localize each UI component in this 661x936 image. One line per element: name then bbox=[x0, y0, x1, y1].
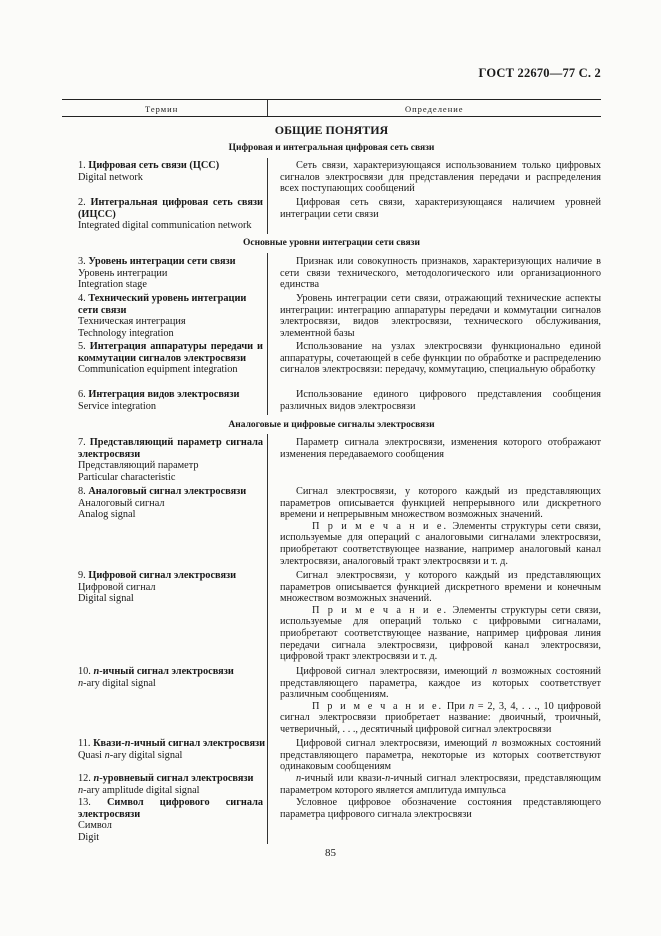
section-title: Аналоговые и цифровые сигналы электросвязи bbox=[228, 420, 435, 430]
definition-2: Цифровая сеть связи, характеризующаяся наличием уровней интеграции сети связи bbox=[280, 197, 601, 220]
definition-10 bbox=[280, 666, 601, 736]
definition-3: Признак или совокупность признаков, характеризующих наличие в сети связи технического, методологического или организационного единства bbox=[280, 256, 601, 291]
table-header-rule bbox=[62, 116, 601, 117]
term-entry-9 bbox=[62, 570, 263, 605]
term-synonym: Техническая интеграция bbox=[78, 316, 186, 328]
term-name: Символ цифрового сигнала электросвязи bbox=[78, 797, 263, 820]
term-entry-2 bbox=[62, 197, 263, 232]
definition-8 bbox=[280, 486, 601, 567]
term-entry-7 bbox=[62, 437, 263, 483]
term-english: Analog signal bbox=[78, 509, 136, 521]
term-variable: n bbox=[104, 749, 110, 761]
definition-variable: n bbox=[491, 738, 498, 749]
definition-text: -ичный или квази- bbox=[301, 773, 386, 784]
note-label: П р и м е ч а н и е. bbox=[312, 520, 449, 532]
term-english: Service integration bbox=[78, 400, 157, 412]
term-number: 7. bbox=[78, 437, 86, 448]
note-text: Элементы структуры сети связи, используемые для операций с аналоговыми сигналами электросвязи, приобретают соответствующее название, например аналоговый канал электросвязи, аналоговый тракт электросвязи и т. д. bbox=[280, 520, 602, 567]
term-entry-11 bbox=[62, 738, 266, 761]
definition-13: Условное цифровое обозначение состояния представляющего параметра цифрового сигнала электросвязи bbox=[280, 797, 601, 820]
term-number: 4. bbox=[78, 293, 86, 304]
note-variable: n bbox=[468, 700, 474, 712]
term-entry-6 bbox=[62, 389, 263, 412]
term-number: 1. bbox=[78, 160, 86, 171]
term-number: 2. bbox=[78, 197, 86, 208]
definition-5: Использование на узлах электросвязи функционально единой аппаратуры, сочетающей в себе функции по обработке и распределению сигналов электросвязи: передачу, коммутацию, специальную обработку bbox=[280, 341, 601, 376]
term-name: -уровневый сигнал электросвязи bbox=[99, 773, 254, 784]
definition-12 bbox=[280, 773, 601, 796]
term-name: Аналоговый сигнал электросвязи bbox=[88, 486, 247, 497]
column-divider bbox=[267, 158, 268, 234]
definition-text: Сигнал электросвязи, у которого каждый из представляющих параметров описывается функцией непрерывного или дискретного времени и непрерывным множеством возможных значений. bbox=[280, 486, 601, 521]
term-variable: n bbox=[93, 666, 100, 677]
term-entry-1 bbox=[62, 160, 263, 183]
term-synonym: Уровень интеграции bbox=[78, 267, 168, 279]
term-english: Digital network bbox=[78, 171, 143, 183]
term-entry-4 bbox=[62, 293, 263, 339]
term-number: 9. bbox=[78, 570, 86, 581]
definition-text: возможных состояний представляющего параметра, каждое из которых соответствует различным сообщениям. bbox=[280, 666, 601, 701]
term-synonym: Цифровой сигнал bbox=[78, 581, 156, 593]
term-variable: n bbox=[78, 677, 84, 689]
column-divider-header bbox=[267, 100, 268, 116]
term-name: Интеграция аппаратуры передачи и коммутации сигналов электросвязи bbox=[78, 341, 263, 364]
term-english: Digital signal bbox=[78, 593, 134, 605]
term-variable: n bbox=[93, 773, 100, 784]
definition-variable: n bbox=[491, 666, 498, 677]
definition-6: Использование единого цифрового представления сообщения различных видов электросвязи bbox=[280, 389, 601, 412]
term-english: Integration stage bbox=[78, 279, 147, 291]
term-english: Particular characteristic bbox=[78, 471, 176, 483]
note-text: При bbox=[443, 700, 469, 712]
term-variable: n bbox=[78, 784, 84, 796]
definition-7: Параметр сигнала электросвязи, изменения которого отображают изменения передаваемого сообщения bbox=[280, 437, 601, 460]
term-name: Технический уровень интеграции сети связи bbox=[78, 293, 247, 316]
term-name: Интеграция видов электросвязи bbox=[88, 389, 240, 400]
note-label: П р и м е ч а н и е. bbox=[312, 700, 444, 712]
note-text: Элементы структуры сети связи, используемые для операций только с цифровыми сигналами, приобретают соответствующее название, например цифровая линия передачи сигнала электросвязи, цифровой канал электросвязи, цифровой тракт электросвязи и т. д. bbox=[280, 604, 602, 663]
definition-4: Уровень интеграции сети связи, отражающий технические аспекты интеграции: интеграцию аппаратуры передачи и коммутации сигналов электросвязи, видов электросвязи, технического обслуживания, элементной базы bbox=[280, 293, 601, 339]
term-synonym: Аналоговый сигнал bbox=[78, 497, 165, 509]
definition-text: возможных состояний представляющего параметра, некоторые из которых соответствуют одинаковым сообщениям bbox=[280, 738, 601, 773]
term-entry-3 bbox=[62, 256, 263, 291]
term-name: Представляющий параметр сигнала электросвязи bbox=[78, 437, 264, 460]
term-english: -ary digital signal bbox=[83, 677, 156, 689]
term-name: Интегральная цифровая сеть связи (ИЦСС) bbox=[78, 197, 263, 220]
term-number: 6. bbox=[78, 389, 86, 400]
column-divider bbox=[267, 434, 268, 844]
term-number: 8. bbox=[78, 486, 86, 497]
term-name: Квази- bbox=[93, 738, 125, 749]
term-number: 12. bbox=[78, 773, 91, 784]
term-name: -ичный сигнал электросвязи bbox=[130, 738, 266, 749]
term-name: Цифровая сеть связи (ЦСС) bbox=[88, 160, 220, 171]
term-english: Communication equipment integration bbox=[78, 364, 238, 376]
term-english: Digit bbox=[78, 831, 100, 843]
note-text: = 2, 3, 4, . . ., 10 цифровой сигнал электросвязи приобретает название: двоичный, троичный, четверичный, . . ., десятичный цифровой сигнал электросвязи bbox=[280, 700, 602, 735]
definition-11 bbox=[280, 738, 601, 773]
term-number: 3. bbox=[78, 256, 86, 267]
term-number: 11. bbox=[78, 738, 91, 749]
term-synonym: Представляющий параметр bbox=[78, 460, 199, 472]
definition-text: Сигнал электросвязи, у которого каждый из представляющих параметров описывается функцией дискретного времени и конечным множеством возможных значений. bbox=[280, 570, 601, 605]
term-name: -ичный сигнал электросвязи bbox=[99, 666, 234, 677]
definition-variable: n bbox=[296, 773, 302, 784]
section-title: Цифровая и интегральная цифровая сеть связи bbox=[228, 143, 435, 153]
term-synonym: Символ bbox=[78, 820, 112, 832]
term-entry-5 bbox=[62, 341, 263, 376]
term-number: 5. bbox=[78, 341, 86, 352]
term-english: Technology integration bbox=[78, 327, 174, 339]
term-entry-12 bbox=[62, 773, 263, 796]
term-english: Integrated digital communication network bbox=[78, 220, 252, 232]
definition-text: -ичный сигнал электросвязи, представляющим параметром которого является амплитуда импульса bbox=[280, 773, 602, 796]
definition-1: Сеть связи, характеризующаяся использованием только цифровых сигналов электросвязи для представления передачи и распределения всех поступающих сообщений bbox=[280, 160, 601, 195]
term-number: 13. bbox=[78, 797, 91, 808]
section-title: Основные уровни интеграции сети связи bbox=[243, 238, 420, 248]
term-english: -ary digital signal bbox=[109, 749, 183, 761]
term-english: -ary amplitude digital signal bbox=[83, 784, 200, 796]
term-name: Уровень интеграции сети связи bbox=[88, 256, 236, 267]
definition-text: Цифровой сигнал электросвязи, имеющий bbox=[296, 666, 492, 677]
main-title: ОБЩИЕ ПОНЯТИЯ bbox=[274, 123, 389, 137]
note-label: П р и м е ч а н и е. bbox=[312, 604, 449, 616]
term-english: Quasi bbox=[78, 749, 105, 761]
term-entry-10 bbox=[62, 666, 263, 689]
document-header: ГОСТ 22670—77 С. 2 bbox=[478, 66, 601, 80]
term-entry-8 bbox=[62, 486, 263, 521]
definition-variable: n bbox=[385, 773, 391, 784]
column-header-definition: Определение bbox=[405, 104, 464, 114]
column-header-term: Термин bbox=[145, 104, 179, 114]
definition-9 bbox=[280, 570, 601, 663]
column-divider bbox=[267, 253, 268, 415]
term-name: Цифровой сигнал электросвязи bbox=[88, 570, 237, 581]
term-number: 10. bbox=[78, 666, 91, 677]
definition-text: Цифровой сигнал электросвязи, имеющий bbox=[296, 738, 492, 749]
term-variable: n bbox=[124, 738, 131, 749]
term-entry-13 bbox=[62, 797, 263, 843]
page-number: 85 bbox=[325, 847, 336, 859]
table-top-rule bbox=[62, 99, 601, 100]
